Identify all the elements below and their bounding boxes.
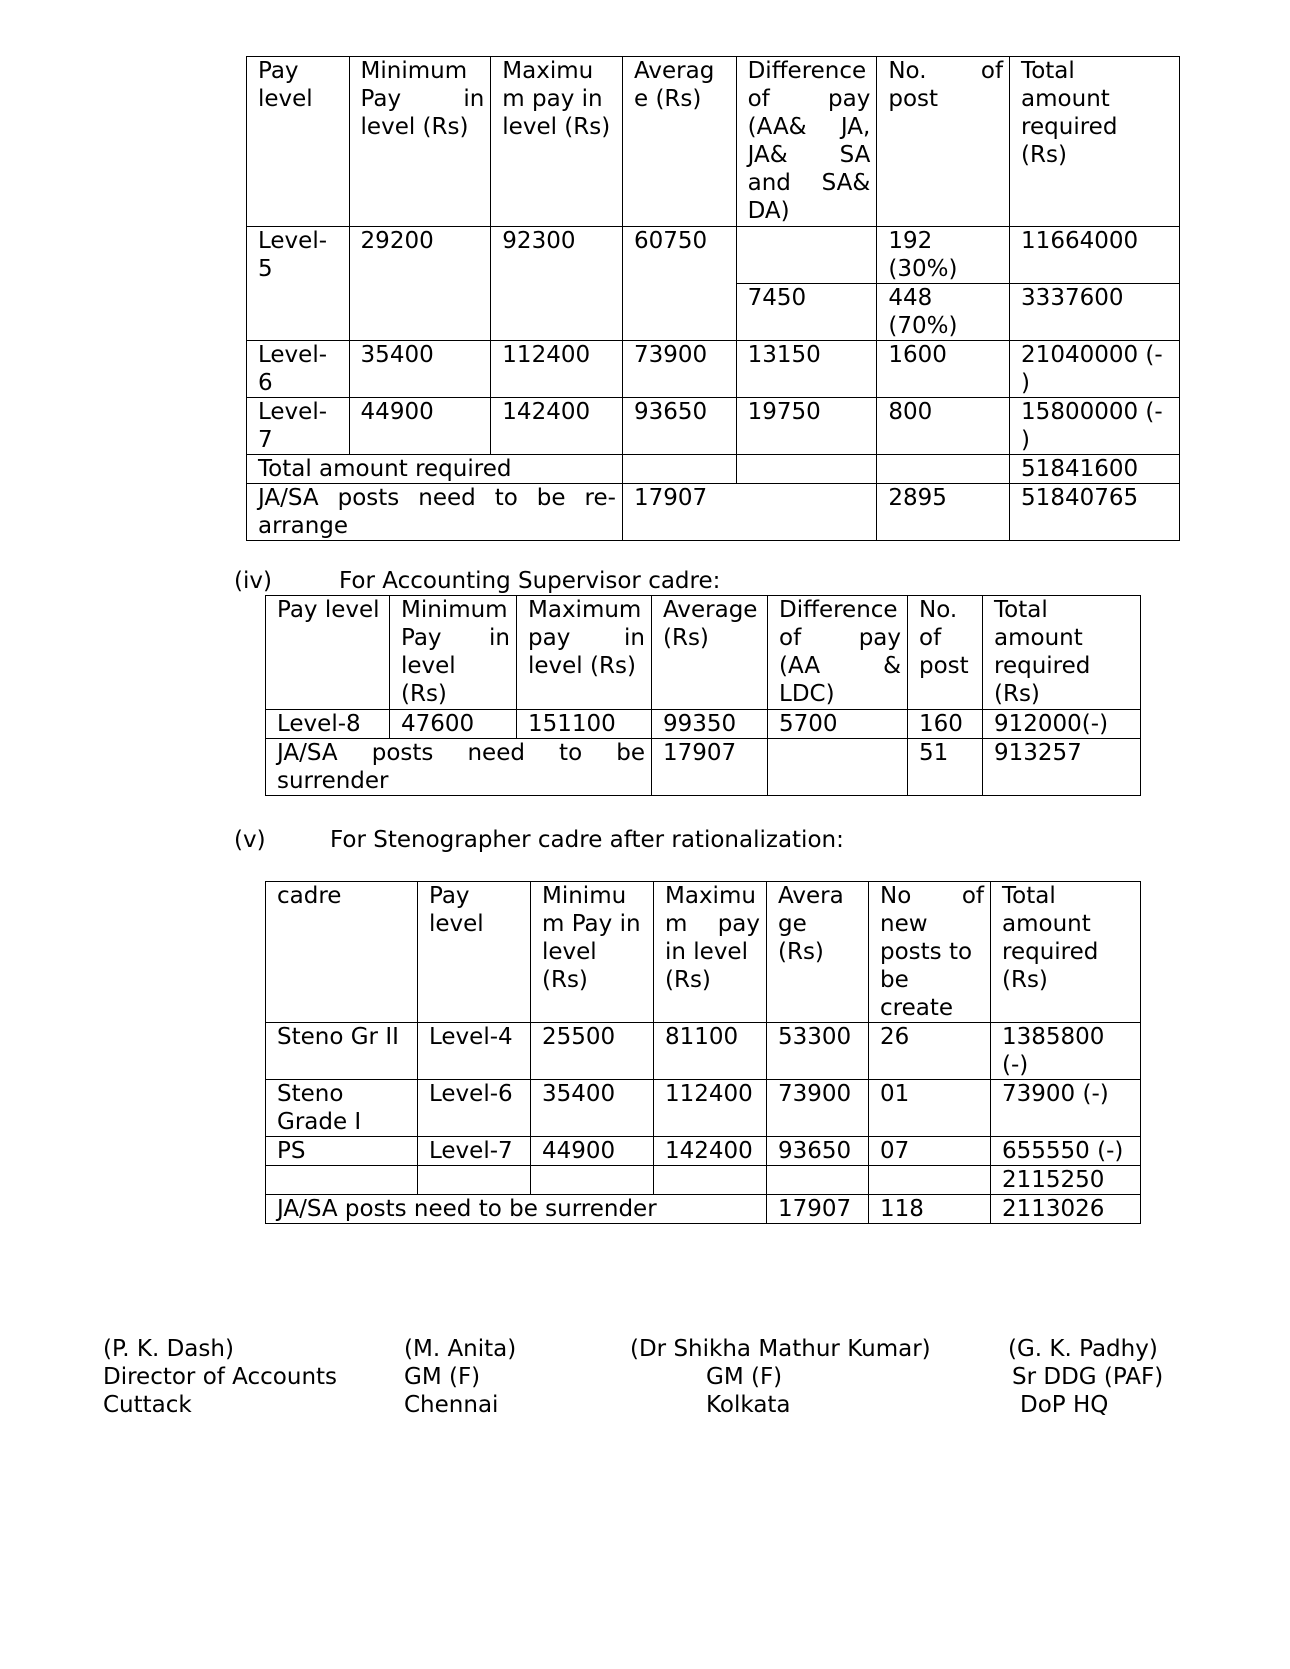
header-pay-level: Pay level bbox=[247, 57, 350, 227]
total-cell: 1385800 (-) bbox=[991, 1023, 1141, 1080]
total-cell: 3337600 bbox=[1010, 284, 1180, 341]
table-row bbox=[266, 710, 1141, 739]
section-title: For Stenographer cadre after rationalization: bbox=[330, 827, 844, 853]
total-cell: 2115250 bbox=[991, 1166, 1141, 1195]
posts-cell: 01 bbox=[869, 1080, 991, 1137]
total-cell: 51841600 bbox=[1010, 455, 1180, 484]
signatory-place: Cuttack bbox=[103, 1392, 192, 1418]
max-pay-cell: 142400 bbox=[491, 398, 623, 455]
max-pay-cell: 151100 bbox=[517, 710, 652, 739]
posts-cell: 160 bbox=[908, 710, 983, 739]
level-cell: Level- 7 bbox=[247, 398, 350, 455]
header-posts: No. of post bbox=[877, 57, 1010, 227]
signatory-place: Chennai bbox=[404, 1392, 499, 1418]
surrender-label: JA/SA posts need to be surrender bbox=[266, 739, 652, 796]
total-cell: 913257 bbox=[983, 739, 1141, 796]
table-row bbox=[247, 341, 1180, 398]
header-max-pay: Maximu m pay in level (Rs) bbox=[491, 57, 623, 227]
min-pay-cell: 35400 bbox=[349, 341, 491, 398]
posts-cell: 192 (30%) bbox=[877, 227, 1010, 284]
average-cell: 60750 bbox=[623, 227, 737, 341]
header-total: Total amount required (Rs) bbox=[1010, 57, 1180, 227]
difference-cell: 7450 bbox=[736, 284, 877, 341]
surrender-label: JA/SA posts need to be surrender bbox=[266, 1195, 767, 1224]
level-cell: Level-8 bbox=[266, 710, 390, 739]
surrender-row bbox=[266, 739, 1141, 796]
header-pay-level: Pay level bbox=[266, 596, 390, 710]
section-title: For Accounting Supervisor cadre: bbox=[339, 568, 721, 594]
min-pay-cell: 44900 bbox=[531, 1137, 654, 1166]
signatory-name: (M. Anita) bbox=[404, 1336, 517, 1362]
total-cell: 2113026 bbox=[991, 1195, 1141, 1224]
empty-cell bbox=[736, 455, 877, 484]
posts-cell: 448 (70%) bbox=[877, 284, 1010, 341]
surrender-row bbox=[266, 1195, 1141, 1224]
header-difference: Difference of pay (AA& JA, JA& SA and SA& DA) bbox=[736, 57, 877, 227]
posts-cell: 1600 bbox=[877, 341, 1010, 398]
section-number: (iv) bbox=[234, 568, 272, 594]
average-cell: 17907 bbox=[767, 1195, 869, 1224]
average-cell: 93650 bbox=[623, 398, 737, 455]
section-number: (v) bbox=[234, 827, 266, 853]
signatory-name: (Dr Shikha Mathur Kumar) bbox=[630, 1336, 931, 1362]
header-total: Total amount required (Rs) bbox=[983, 596, 1141, 710]
header-average: Average (Rs) bbox=[652, 596, 768, 710]
signatory-designation: Director of Accounts bbox=[103, 1364, 338, 1390]
empty-cell bbox=[869, 1166, 991, 1195]
header-total: Total amount required (Rs) bbox=[991, 882, 1141, 1023]
table-row bbox=[266, 1080, 1141, 1137]
max-pay-cell: 112400 bbox=[654, 1080, 767, 1137]
average-cell: 99350 bbox=[652, 710, 768, 739]
header-new-posts: No of new posts to be create bbox=[869, 882, 991, 1023]
header-cadre: cadre bbox=[266, 882, 418, 1023]
total-cell: 21040000 (- ) bbox=[1010, 341, 1180, 398]
level-cell: Level-6 bbox=[418, 1080, 531, 1137]
table-row bbox=[247, 227, 1180, 284]
header-difference: Difference of pay (AA & LDC) bbox=[768, 596, 908, 710]
header-average: Avera ge (Rs) bbox=[767, 882, 869, 1023]
stenographer-table bbox=[265, 881, 1141, 1224]
header-min-pay: Minimum Pay in level (Rs) bbox=[349, 57, 491, 227]
header-max-pay: Maximu m pay in level (Rs) bbox=[654, 882, 767, 1023]
total-cell: 11664000 bbox=[1010, 227, 1180, 284]
min-pay-cell: 44900 bbox=[349, 398, 491, 455]
cadre-cell: Steno Grade I bbox=[266, 1080, 418, 1137]
rearrange-label: JA/SA posts need to be re- arrange bbox=[247, 484, 623, 541]
signatory-designation: Sr DDG (PAF) bbox=[1012, 1364, 1164, 1390]
total-cell: 912000(-) bbox=[983, 710, 1141, 739]
section-v-heading bbox=[234, 826, 874, 854]
posts-cell: 07 bbox=[869, 1137, 991, 1166]
header-pay-level: Pay level bbox=[418, 882, 531, 1023]
max-pay-cell: 92300 bbox=[491, 227, 623, 341]
cadre-cell: Steno Gr II bbox=[266, 1023, 418, 1080]
max-pay-cell: 142400 bbox=[654, 1137, 767, 1166]
posts-cell: 2895 bbox=[877, 484, 1010, 541]
total-cell: 51840765 bbox=[1010, 484, 1180, 541]
pay-level-table bbox=[246, 56, 1180, 541]
average-cell: 93650 bbox=[767, 1137, 869, 1166]
difference-cell: 13150 bbox=[736, 341, 877, 398]
empty-cell bbox=[768, 739, 908, 796]
difference-cell: 19750 bbox=[736, 398, 877, 455]
total-cell: 15800000 (- ) bbox=[1010, 398, 1180, 455]
empty-cell bbox=[623, 455, 737, 484]
header-min-pay: Minimum Pay in level (Rs) bbox=[390, 596, 517, 710]
level-cell: Level- 6 bbox=[247, 341, 350, 398]
signature-block bbox=[630, 1335, 931, 1419]
total-cell: 655550 (-) bbox=[991, 1137, 1141, 1166]
average-cell: 17907 bbox=[652, 739, 768, 796]
signatory-name: (P. K. Dash) bbox=[103, 1336, 234, 1362]
empty-cell bbox=[418, 1166, 531, 1195]
min-pay-cell: 25500 bbox=[531, 1023, 654, 1080]
empty-cell bbox=[767, 1166, 869, 1195]
signatory-designation: GM (F) bbox=[706, 1364, 783, 1390]
total-label: Total amount required bbox=[247, 455, 623, 484]
signatory-name: (G. K. Padhy) bbox=[1008, 1336, 1158, 1362]
average-cell: 73900 bbox=[767, 1080, 869, 1137]
min-pay-cell: 29200 bbox=[349, 227, 491, 341]
min-pay-cell: 35400 bbox=[531, 1080, 654, 1137]
signature-block bbox=[1008, 1335, 1163, 1419]
posts-cell: 118 bbox=[869, 1195, 991, 1224]
max-pay-cell: 112400 bbox=[491, 341, 623, 398]
average-cell: 73900 bbox=[623, 341, 737, 398]
signatory-designation: GM (F) bbox=[404, 1364, 481, 1390]
empty-cell bbox=[877, 455, 1010, 484]
level-cell: Level- 5 bbox=[247, 227, 350, 341]
signatory-place: Kolkata bbox=[706, 1392, 791, 1418]
sum-row bbox=[266, 1166, 1141, 1195]
accounting-supervisor-table bbox=[265, 595, 1141, 796]
posts-cell: 800 bbox=[877, 398, 1010, 455]
header-max-pay: Maximum pay in level (Rs) bbox=[517, 596, 652, 710]
posts-cell: 26 bbox=[869, 1023, 991, 1080]
empty-cell bbox=[531, 1166, 654, 1195]
header-min-pay: Minimu m Pay in level (Rs) bbox=[531, 882, 654, 1023]
total-cell: 73900 (-) bbox=[991, 1080, 1141, 1137]
difference-cell: 5700 bbox=[768, 710, 908, 739]
empty-cell bbox=[654, 1166, 767, 1195]
min-pay-cell: 47600 bbox=[390, 710, 517, 739]
signatory-place: DoP HQ bbox=[1020, 1392, 1109, 1418]
max-pay-cell: 81100 bbox=[654, 1023, 767, 1080]
difference-cell bbox=[736, 227, 877, 284]
table-row bbox=[266, 1023, 1141, 1080]
section-iv-heading bbox=[234, 567, 774, 595]
table-row bbox=[266, 1137, 1141, 1166]
total-row bbox=[247, 455, 1180, 484]
posts-cell: 51 bbox=[908, 739, 983, 796]
rearrange-row bbox=[247, 484, 1180, 541]
header-posts: No. of post bbox=[908, 596, 983, 710]
average-cell: 17907 bbox=[623, 484, 877, 541]
level-cell: Level-4 bbox=[418, 1023, 531, 1080]
cadre-cell: PS bbox=[266, 1137, 418, 1166]
header-average: Averag e (Rs) bbox=[623, 57, 737, 227]
level-cell: Level-7 bbox=[418, 1137, 531, 1166]
signature-block bbox=[404, 1335, 516, 1419]
empty-cell bbox=[266, 1166, 418, 1195]
table-row bbox=[247, 398, 1180, 455]
signature-block bbox=[103, 1335, 337, 1419]
average-cell: 53300 bbox=[767, 1023, 869, 1080]
